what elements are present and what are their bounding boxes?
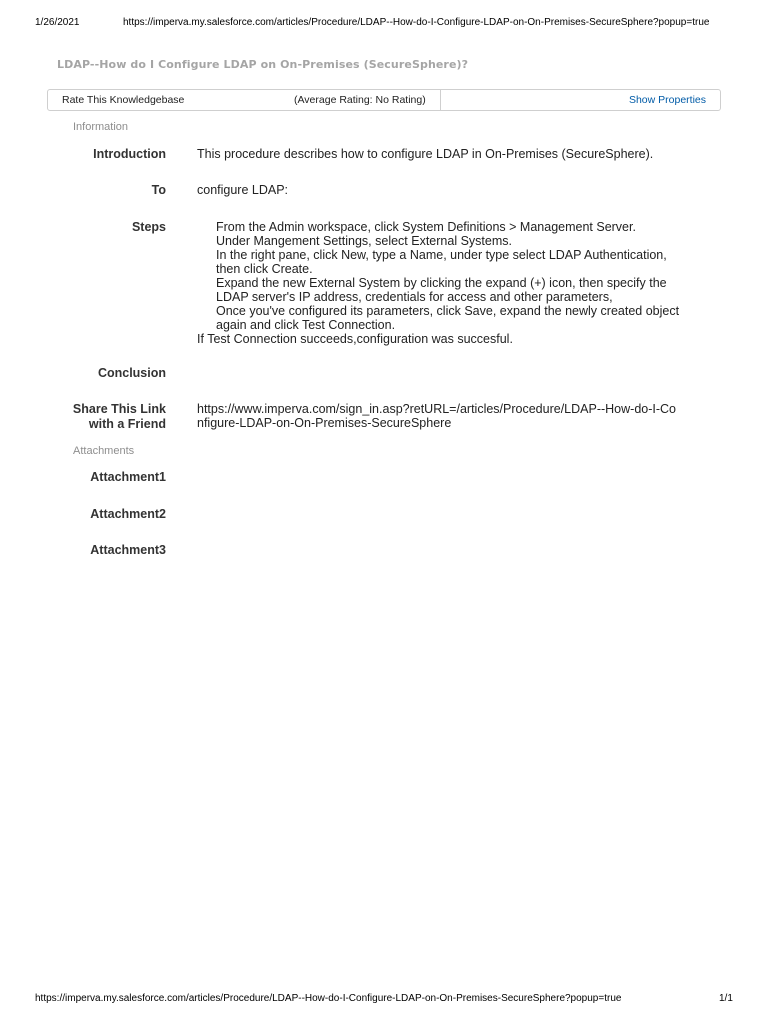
to-text: configure LDAP:	[197, 183, 289, 197]
share-label-line2: with a Friend	[88, 416, 166, 431]
attachment-label: Attachment3	[90, 543, 166, 557]
introduction-text: This procedure describes how to configure LDAP in On-Premises (SecureSphere).	[197, 147, 654, 161]
attachment-label: Attachment2	[90, 507, 166, 521]
information-section-label: Information	[73, 121, 129, 133]
to-label: To	[151, 183, 166, 197]
print-footer-url: https://imperva.my.salesforce.com/articles/Procedure/LDAP--How-do-I-Configure-LDAP-on-On-Premises-SecureSphere?popup=true	[35, 993, 622, 1004]
step-item: Once you've configured its parameters, click Save, expand the newly created object again and click Test Connection.	[216, 304, 680, 332]
article-title: LDAP--How do I Configure LDAP on On-Premises (SecureSphere)?	[57, 58, 469, 71]
attachment-label: Attachment1	[90, 470, 166, 484]
introduction-label: Introduction	[93, 147, 166, 161]
average-rating: (Average Rating: No Rating)	[294, 94, 426, 106]
share-label-line1: Share This Link	[72, 402, 166, 416]
steps-label: Steps	[131, 220, 166, 234]
steps-footer: If Test Connection succeeds,configuration was succesful.	[197, 332, 513, 346]
page-number: 1/1	[719, 993, 733, 1004]
print-date: 1/26/2021	[35, 17, 80, 28]
step-item: In the right pane, click New, type a Name, under type select LDAP Authentication, then click Create.	[216, 248, 667, 276]
share-url[interactable]: https://www.imperva.com/sign_in.asp?retURL=/articles/Procedure/LDAP--How-do-I-Configure-LDAP-on-On-Premises-SecureSphere	[197, 402, 676, 430]
step-item: Under Mangement Settings, select External Systems.	[216, 234, 512, 248]
rating-bar-divider	[440, 90, 441, 110]
show-properties-link[interactable]: Show Properties	[628, 94, 706, 106]
attachments-section-label: Attachments	[73, 445, 135, 457]
steps-content	[197, 220, 687, 346]
rate-knowledgebase-label[interactable]: Rate This Knowledgebase	[62, 94, 185, 106]
steps-list	[197, 220, 687, 332]
share-label	[73, 402, 166, 431]
print-header-url: https://imperva.my.salesforce.com/articles/Procedure/LDAP--How-do-I-Configure-LDAP-on-On-Premises-SecureSphere?popup=true	[123, 17, 710, 28]
conclusion-label: Conclusion	[97, 366, 166, 380]
step-item: Expand the new External System by clicking the expand (+) icon, then specify the LDAP server's IP address, credentials for access and other parameters,	[216, 276, 667, 304]
step-item: From the Admin workspace, click System Definitions > Management Server.	[216, 220, 636, 234]
rating-bar	[47, 89, 721, 111]
